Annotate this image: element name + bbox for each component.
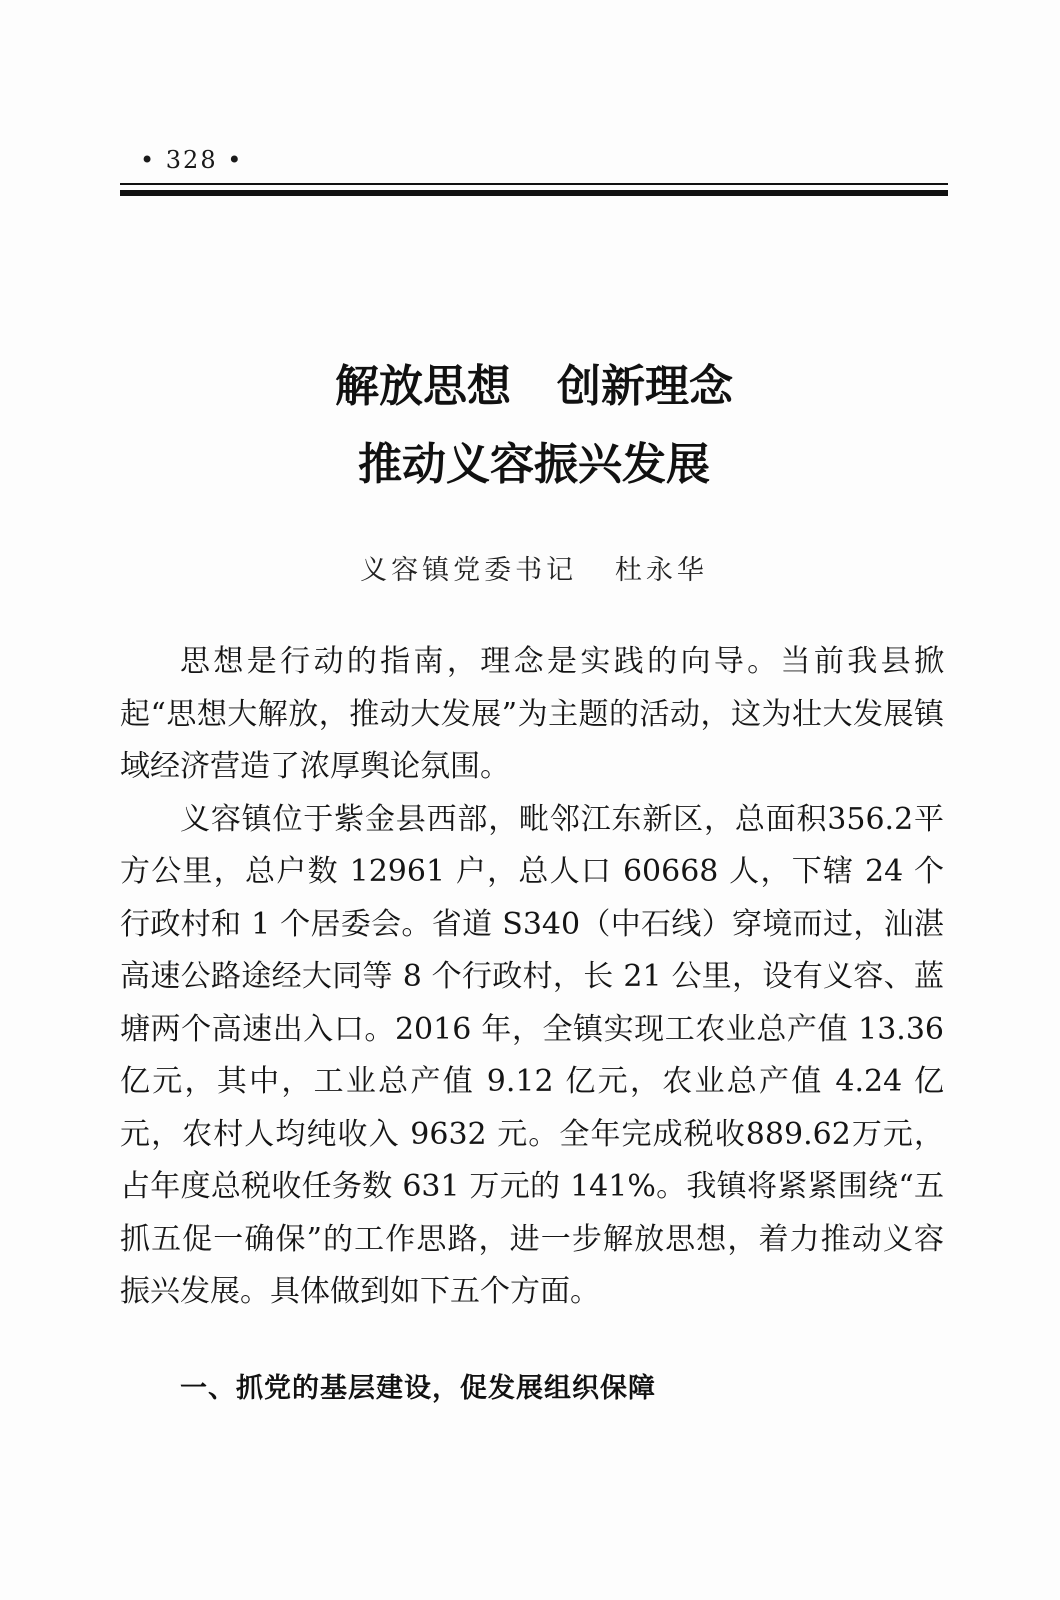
page-number: • 328 • <box>140 146 244 174</box>
header-rule-thin <box>120 183 948 185</box>
paragraph: 义容镇位于紫金县西部，毗邻江东新区，总面积356.2平方公里，总户数 12961 户，总人口 60668 人，下辖 24 个行政村和 1 个居委会。省道 S340（中石线）穿境而过，汕湛高速公路途经大同等 8 个行政村，长 21 公里，设有义容、蓝塘两个高速出入口。2016 年，全镇实现工农业总产值 13.36 亿元，其中，工业总产值 9.12 亿元，农业总产值 4.24 亿元，农村人均纯收入 9632 元。全年完成税收889.62万元，占年度总税收任务数 631 万元的 141%。我镇将紧紧围绕“五抓五促一确保”的工作思路，进一步解放思想，着力推动义容振兴发展。具体做到如下五个方面。 <box>120 801 944 1309</box>
article-title <box>120 348 948 504</box>
title-line-1: 解放思想 创新理念 <box>335 361 733 412</box>
title-line-2: 推动义容振兴发展 <box>358 439 710 490</box>
header-rule-thick <box>120 190 948 196</box>
author-byline: 义容镇党委书记 杜永华 <box>360 555 708 586</box>
article-body <box>120 636 944 1319</box>
paragraph: 思想是行动的指南，理念是实践的向导。当前我县掀起“思想大解放，推动大发展”为主题的活动，这为壮大发展镇域经济营造了浓厚舆论氛围。 <box>120 644 944 784</box>
section-heading: 一、抓党的基层建设，促发展组织保障 <box>180 1373 656 1404</box>
